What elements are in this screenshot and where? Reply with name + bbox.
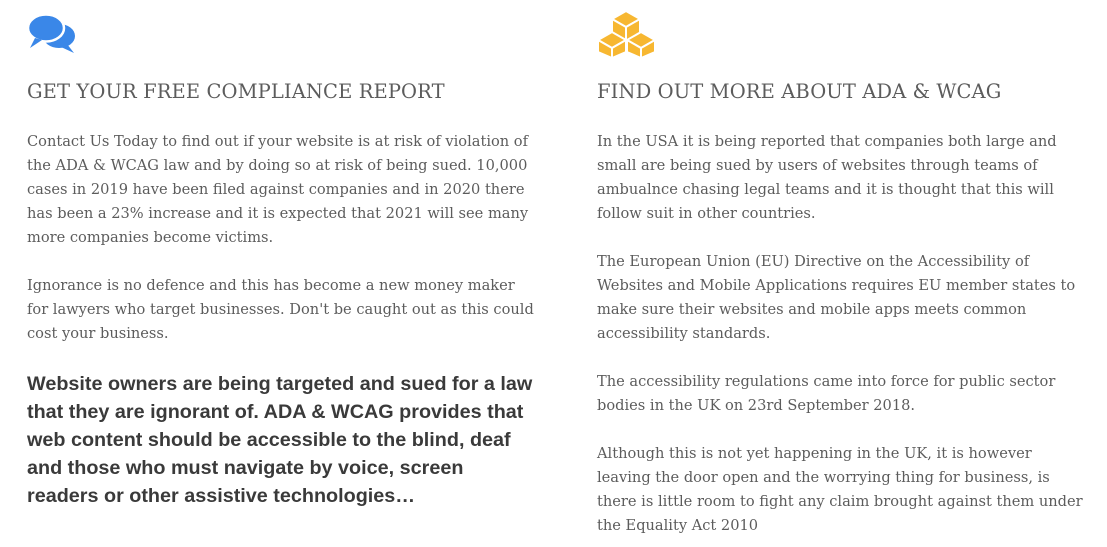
website-owners-lead: Website owners are being targeted and sued for a law that they are ignorant of. ADA & WCAG provides that web content should be accessible to the blind, deaf and those who must navigate by voice, screen readers or other assistive technologies… bbox=[27, 373, 533, 507]
compliance-report-heading: GET YOUR FREE COMPLIANCE REPORT bbox=[27, 80, 445, 103]
ada-wcag-heading: FIND OUT MORE ABOUT ADA & WCAG bbox=[597, 80, 1002, 103]
cubes-icon bbox=[597, 10, 657, 64]
contact-paragraph: Contact Us Today to find out if your website is at risk of violation of the ADA & WCAG law and by doing so at risk of being sued. 10,000 cases in 2019 have been filed against companies and in 2020 there has been a 23% increase and it is expected that 2021 will see many more companies become victims. bbox=[27, 133, 529, 246]
uk-regulations-paragraph: The accessibility regulations came into force for public sector bodies in the UK on 23rd September 2018. bbox=[597, 373, 1056, 414]
usa-paragraph: In the USA it is being reported that companies both large and small are being sued by users of websites through teams of ambualnce chasing legal teams and it is thought that this will follow suit in other countries. bbox=[597, 133, 1057, 222]
ignorance-paragraph: Ignorance is no defence and this has become a new money maker for lawyers who target businesses. Don't be caught out as this could cost your business. bbox=[27, 277, 534, 342]
eu-directive-paragraph: The European Union (EU) Directive on the Accessibility of Websites and Mobile Applications requires EU member states to make sure their websites and mobile apps meets common accessibility standards. bbox=[597, 253, 1076, 342]
speech-bubbles-icon bbox=[27, 10, 77, 59]
equality-act-paragraph: Although this is not yet happening in the UK, it is however leaving the door open and the worrying thing for business, is there is little room to fight any claim brought against them under the Equality Act 2010 bbox=[597, 445, 1083, 534]
